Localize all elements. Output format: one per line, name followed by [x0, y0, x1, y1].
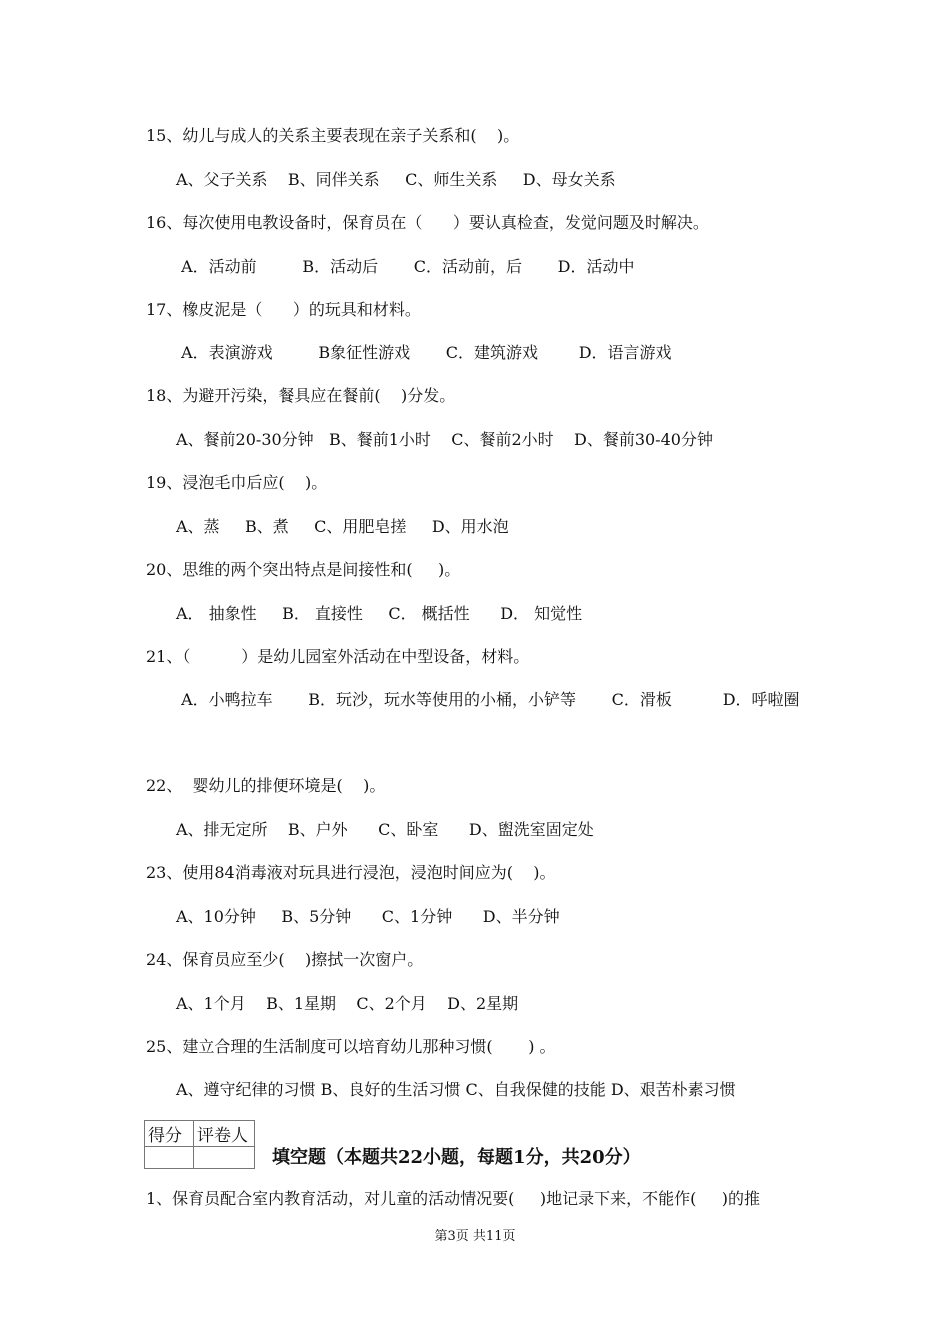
question-17: 17、橡皮泥是（ ）的玩具和材料。	[146, 300, 421, 319]
question-15: 15、幼儿与成人的关系主要表现在亲子关系和( )。	[146, 126, 520, 145]
question-23: 23、使用84消毒液对玩具进行浸泡，浸泡时间应为( )。	[146, 863, 556, 882]
question-19: 19、浸泡毛巾后应( )。	[146, 473, 328, 492]
options-20: A． 抽象性 B． 直接性 C． 概括性 D． 知觉性	[176, 604, 583, 623]
question-25: 25、建立合理的生活制度可以培育幼儿那种习惯( ) 。	[146, 1037, 556, 1056]
question-22: 22、 婴幼儿的排便环境是( )。	[146, 776, 386, 795]
question-24: 24、保育员应至少( )擦拭一次窗户。	[146, 950, 424, 969]
options-19: A、蒸 B、煮 C、用肥皂搓 D、用水泡	[176, 517, 509, 536]
options-18: A、餐前20-30分钟 B、餐前1小时 C、餐前2小时 D、餐前30-40分钟	[176, 430, 713, 449]
options-15: A、父子关系 B、同伴关系 C、师生关系 D、母女关系	[176, 170, 616, 189]
section-title: 填空题（本题共22小题，每题1分，共20分）	[272, 1147, 641, 1168]
question-18: 18、为避开污染，餐具应在餐前( )分发。	[146, 386, 456, 405]
options-25: A、遵守纪律的习惯 B、良好的生活习惯 C、自我保健的技能 D、艰苦朴素习惯	[176, 1080, 736, 1099]
question-21: 21、（ ）是幼儿园室外活动在中型设备，材料。	[146, 647, 530, 666]
grader-label: 评卷人	[194, 1121, 255, 1147]
options-16: A．活动前 B．活动后 C．活动前，后 D．活动中	[176, 257, 635, 276]
score-cell	[145, 1147, 194, 1169]
fill-question-1: 1、保育员配合室内教育活动，对儿童的活动情况要( )地记录下来，不能作( )的推	[146, 1189, 761, 1208]
score-table	[144, 1120, 255, 1169]
options-22: A、排无定所 B、户外 C、卧室 D、盥洗室固定处	[176, 820, 594, 839]
options-17: A．表演游戏 B象征性游戏 C．建筑游戏 D．语言游戏	[176, 343, 672, 362]
options-24: A、1个月 B、1星期 C、2个月 D、2星期	[176, 994, 519, 1013]
options-23: A、10分钟 B、5分钟 C、1分钟 D、半分钟	[176, 907, 560, 926]
grader-cell	[194, 1147, 255, 1169]
options-21: A．小鸭拉车 B．玩沙，玩水等使用的小桶，小铲等 C．滑板 D．呼啦圈	[176, 690, 800, 709]
question-20: 20、思维的两个突出特点是间接性和( )。	[146, 560, 461, 579]
score-label: 得分	[145, 1121, 194, 1147]
question-16: 16、每次使用电教设备时，保育员在（ ）要认真检查，发觉问题及时解决。	[146, 213, 709, 232]
page-footer: 第3页 共11页	[434, 1229, 516, 1244]
